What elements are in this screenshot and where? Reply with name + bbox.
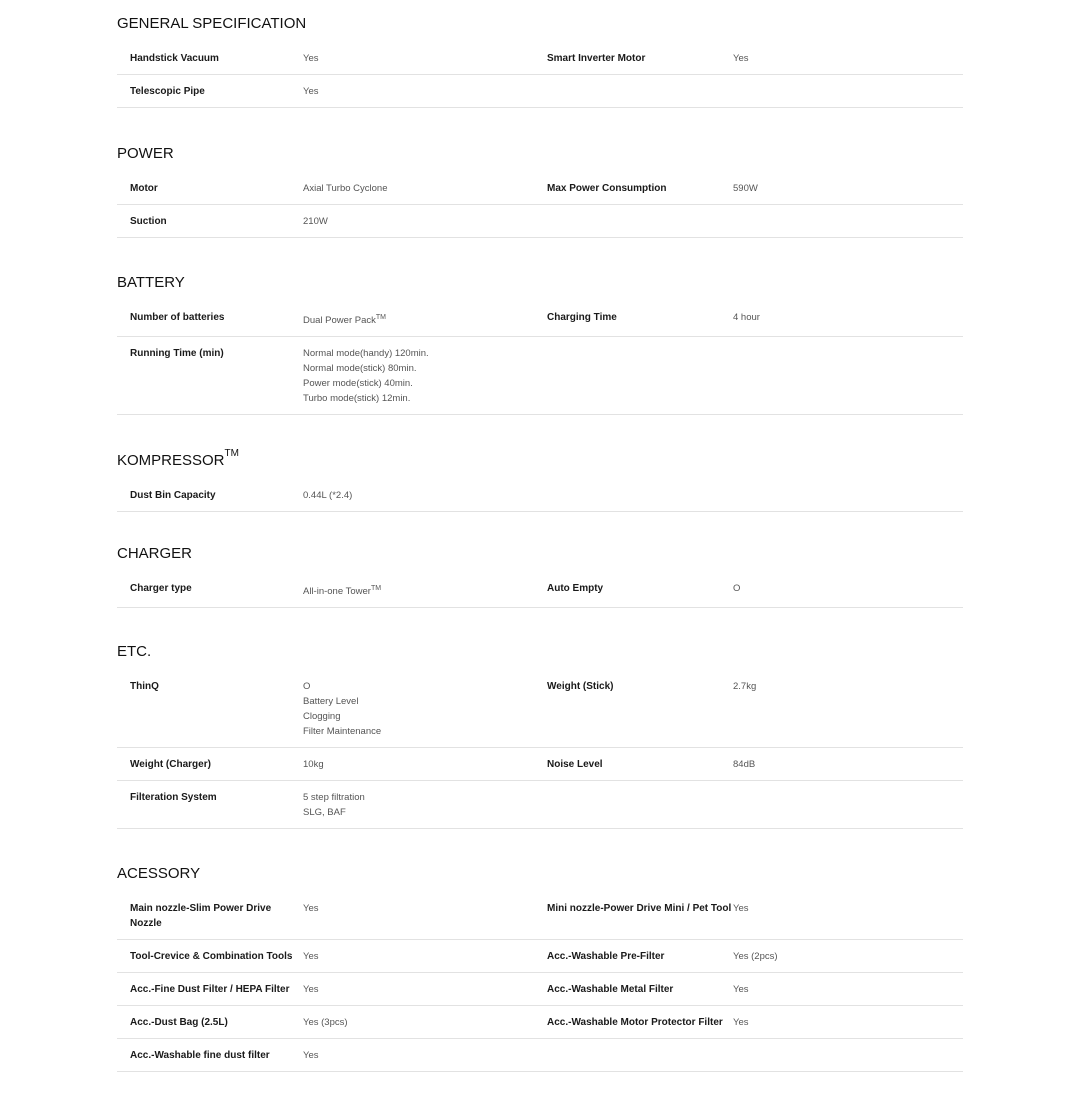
- spec-row: [117, 42, 963, 75]
- spec-value-text: Yes: [303, 86, 319, 97]
- spec-value: 4 hour: [733, 312, 760, 323]
- spec-value: [303, 901, 547, 931]
- spec-value-text: Yes: [303, 984, 319, 995]
- section-battery: [117, 274, 963, 415]
- spec-value: Yes: [733, 53, 749, 64]
- spec-value: [303, 1048, 547, 1063]
- section-power: [117, 145, 963, 238]
- spec-label: [547, 84, 733, 99]
- section-title: [117, 545, 963, 563]
- spec-value-text: Yes: [303, 1050, 319, 1061]
- spec-label: Number of batteries: [130, 312, 225, 323]
- spec-label: Weight (Charger): [130, 759, 211, 770]
- spec-label: Acc.-Washable Pre-Filter: [547, 951, 665, 962]
- spec-value: [303, 949, 547, 964]
- spec-value-text: Yes: [303, 951, 319, 962]
- spec-value-line: Power mode(stick) 40min.: [303, 378, 413, 390]
- spec-row: [117, 301, 963, 337]
- spec-value: [733, 790, 963, 820]
- spec-row: [117, 892, 963, 940]
- spec-value: Yes: [733, 984, 749, 995]
- spec-value-text: 0.44L (*2.4): [303, 490, 353, 501]
- spec-row: [117, 748, 963, 781]
- spec-value: [303, 982, 547, 997]
- spec-value: Yes: [733, 1017, 749, 1028]
- section-title: [117, 448, 963, 470]
- spec-value: [303, 757, 547, 772]
- section-title: [117, 643, 963, 661]
- spec-value: [303, 679, 547, 739]
- spec-label: Handstick Vacuum: [130, 53, 219, 64]
- section-title-text: KOMPRESSOR: [117, 452, 225, 469]
- section-acessory: [117, 865, 963, 1072]
- spec-value-line: 5 step filtration: [303, 792, 365, 803]
- section-title-text: GENERAL SPECIFICATION: [117, 15, 307, 32]
- spec-row: [117, 940, 963, 973]
- spec-row: [117, 572, 963, 608]
- section-title-text: POWER: [117, 145, 174, 162]
- spec-label: Acc.-Washable Metal Filter: [547, 984, 674, 995]
- spec-value-text: Yes: [303, 53, 319, 64]
- spec-label: Charger type: [130, 583, 192, 594]
- spec-label: Main nozzle-Slim Power Drive Nozzle: [130, 903, 272, 929]
- spec-row: [117, 337, 963, 415]
- spec-value-text: 10kg: [303, 759, 324, 770]
- spec-label: Dust Bin Capacity: [130, 490, 216, 501]
- section-charger: [117, 545, 963, 608]
- spec-label: [547, 1048, 733, 1063]
- spec-label: [547, 790, 733, 820]
- section-title-text: ACESSORY: [117, 865, 201, 882]
- spec-value-text: Axial Turbo Cyclone: [303, 183, 388, 194]
- spec-label: [547, 488, 733, 503]
- spec-value-line: SLG, BAF: [303, 807, 346, 818]
- section-kompressor: [117, 448, 963, 512]
- spec-label: Acc.-Dust Bag (2.5L): [130, 1017, 228, 1028]
- spec-label: Running Time (min): [130, 348, 224, 360]
- spec-label: Weight (Stick): [547, 681, 614, 692]
- spec-value: [733, 214, 963, 229]
- spec-value: [303, 310, 547, 328]
- spec-value: O: [733, 583, 741, 594]
- spec-value-line: Clogging: [303, 711, 341, 722]
- spec-value-text: All-in-one Tower: [303, 586, 371, 598]
- spec-label: Mini nozzle-Power Drive Mini / Pet Tool: [547, 903, 732, 914]
- spec-row: [117, 205, 963, 238]
- spec-row: [117, 1039, 963, 1072]
- spec-value-line: Normal mode(handy) 120min.: [303, 348, 429, 360]
- spec-value-text: Dual Power Pack: [303, 315, 376, 327]
- spec-label: Auto Empty: [547, 583, 604, 594]
- spec-label: [547, 214, 733, 229]
- spec-row: [117, 172, 963, 205]
- spec-label: Smart Inverter Motor: [547, 53, 646, 64]
- spec-label: ThinQ: [130, 681, 159, 692]
- spec-value: [733, 346, 963, 406]
- spec-table: [117, 572, 963, 608]
- spec-label: Acc.-Washable fine dust filter: [130, 1050, 270, 1061]
- spec-label: Charging Time: [547, 312, 617, 323]
- spec-table: [117, 301, 963, 415]
- section-title-text: BATTERY: [117, 274, 185, 291]
- spec-table: [117, 42, 963, 108]
- spec-label: Tool-Crevice & Combination Tools: [130, 951, 293, 962]
- spec-value: 84dB: [733, 759, 756, 770]
- spec-row: [117, 973, 963, 1006]
- spec-value: [303, 1015, 547, 1030]
- trademark-superscript: TM: [375, 314, 386, 321]
- spec-label: Max Power Consumption: [547, 183, 667, 194]
- spec-value: 2.7kg: [733, 681, 757, 692]
- spec-label: Acc.-Fine Dust Filter / HEPA Filter: [130, 984, 290, 995]
- section-title: [117, 865, 963, 883]
- spec-value-line: O: [303, 681, 311, 692]
- trademark-superscript: TM: [370, 585, 382, 592]
- spec-value: Yes: [733, 903, 749, 914]
- section-etc: [117, 643, 963, 829]
- spec-value-line: Battery Level: [303, 696, 359, 707]
- section-title-text: ETC.: [117, 643, 152, 660]
- spec-value: [303, 581, 547, 599]
- spec-label: Noise Level: [547, 759, 603, 770]
- spec-row: [117, 1006, 963, 1039]
- spec-value: [733, 1048, 963, 1063]
- spec-value-text: Yes (3pcs): [303, 1017, 348, 1028]
- spec-value: [303, 790, 547, 820]
- section-general-specification: [117, 15, 963, 108]
- spec-value: [303, 488, 547, 503]
- spec-row: [117, 479, 963, 512]
- spec-table: [117, 670, 963, 829]
- section-title: [117, 274, 963, 292]
- spec-value: [733, 84, 963, 99]
- spec-value: [303, 181, 547, 196]
- section-title-text: CHARGER: [117, 545, 193, 562]
- spec-value: [303, 346, 547, 406]
- spec-value-text: 210W: [303, 216, 328, 227]
- section-title: [117, 145, 963, 163]
- spec-value: [303, 51, 547, 66]
- spec-value: [303, 214, 547, 229]
- spec-value: [733, 488, 963, 503]
- spec-label: [547, 346, 733, 406]
- spec-table: [117, 172, 963, 238]
- spec-label: Telescopic Pipe: [130, 86, 205, 97]
- trademark-superscript: TM: [224, 448, 239, 459]
- spec-table: [117, 479, 963, 512]
- spec-value-line: Filter Maintenance: [303, 726, 382, 737]
- spec-label: Suction: [130, 216, 167, 227]
- section-title: [117, 15, 963, 33]
- spec-value: Yes (2pcs): [733, 951, 778, 962]
- spec-row: [117, 670, 963, 748]
- spec-label: Filteration System: [130, 792, 217, 803]
- spec-value-line: Turbo mode(stick) 12min.: [303, 393, 411, 405]
- spec-value: [303, 84, 547, 99]
- spec-table: [117, 892, 963, 1072]
- spec-value-line: Normal mode(stick) 80min.: [303, 363, 417, 375]
- spec-label: Acc.-Washable Motor Protector Filter: [547, 1017, 723, 1028]
- spec-row: [117, 75, 963, 108]
- spec-row: [117, 781, 963, 829]
- spec-label: Motor: [130, 183, 158, 194]
- spec-value-text: Yes: [303, 903, 319, 914]
- spec-value: 590W: [733, 183, 758, 194]
